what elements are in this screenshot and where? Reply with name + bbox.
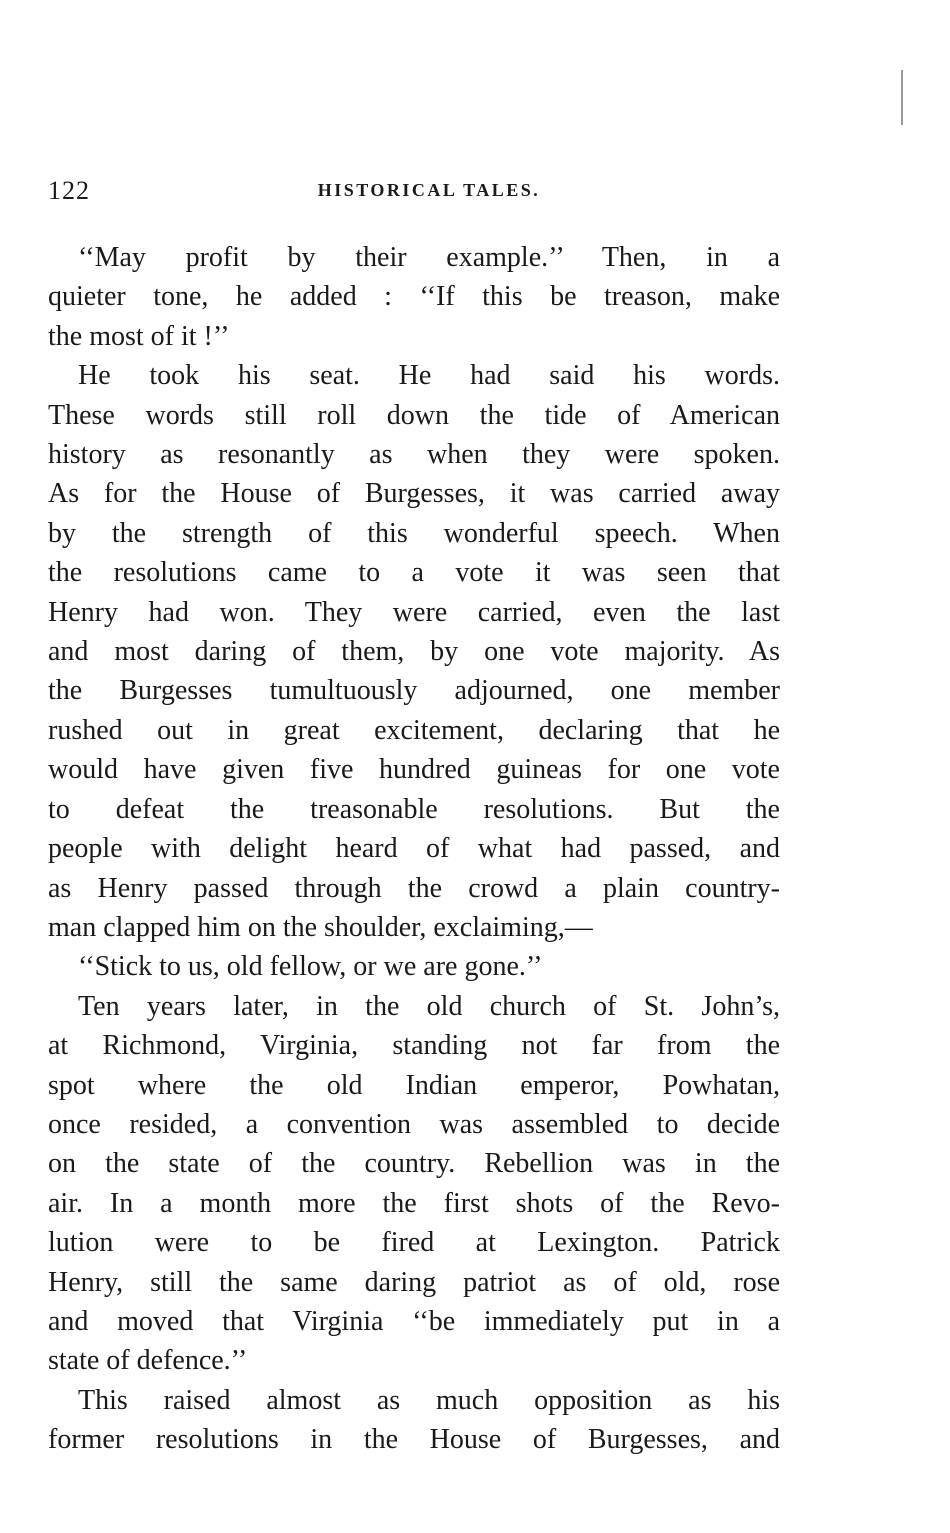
text-line: would have given five hundred guineas for one vote	[48, 754, 780, 786]
text-line: as Henry passed through the crowd a plain country-	[48, 872, 780, 904]
text-line: lution were to be fired at Lexington. Patrick	[48, 1227, 780, 1259]
text-line: by the strength of this wonderful speech. When	[48, 517, 780, 549]
text-line: at Richmond, Virginia, standing not far from the	[48, 1030, 780, 1062]
text-line: As for the House of Burgesses, it was carried away	[48, 478, 780, 510]
text-line: state of defence.’’	[48, 1345, 248, 1377]
text-line: history as resonantly as when they were spoken.	[48, 439, 780, 471]
text-line: former resolutions in the House of Burgesses, and	[48, 1424, 780, 1456]
text-line: This raised almost as much opposition as his	[78, 1384, 780, 1416]
text-line: people with delight heard of what had passed, and	[48, 833, 780, 865]
text-line: and moved that Virginia ‘‘be immediately put in a	[48, 1305, 780, 1337]
text-line: ‘‘May profit by their example.’’ Then, in a	[78, 242, 780, 273]
text-line: once resided, a convention was assembled to decide	[48, 1108, 780, 1140]
text-line: to defeat the treasonable resolutions. But the	[48, 793, 780, 825]
text-line: the resolutions came to a vote it was seen that	[48, 557, 780, 589]
body-text	[48, 238, 780, 1460]
text-line: Henry had won. They were carried, even the last	[48, 596, 780, 628]
text-line: spot where the old Indian emperor, Powhatan,	[48, 1069, 780, 1101]
text-line: air. In a month more the first shots of the Revo-	[48, 1187, 780, 1219]
text-line: rushed out in great excitement, declaring that he	[48, 714, 780, 746]
text-line: the most of it !’’	[48, 320, 230, 352]
text-line: man clapped him on the shoulder, exclaiming,—	[48, 911, 593, 943]
text-line: He took his seat. He had said his words.	[78, 360, 780, 392]
text-line: Ten years later, in the old church of St. John’s,	[78, 990, 780, 1022]
text-line: and most daring of them, by one vote majority. As	[48, 636, 780, 668]
text-line: on the state of the country. Rebellion was in the	[48, 1148, 780, 1180]
text-line: the Burgesses tumultuously adjourned, one member	[48, 675, 780, 707]
page-number: 122	[48, 176, 90, 205]
text-line: ‘‘Stick to us, old fellow, or we are gone.’’	[78, 951, 543, 983]
margin-mark	[901, 70, 903, 125]
text-line: Henry, still the same daring patriot as of old, rose	[48, 1266, 780, 1298]
running-head: HISTORICAL TALES.	[317, 180, 541, 200]
page-header	[48, 176, 780, 216]
text-line: quieter tone, he added : ‘‘If this be treason, make	[48, 281, 780, 313]
text-line: These words still roll down the tide of American	[48, 399, 780, 431]
